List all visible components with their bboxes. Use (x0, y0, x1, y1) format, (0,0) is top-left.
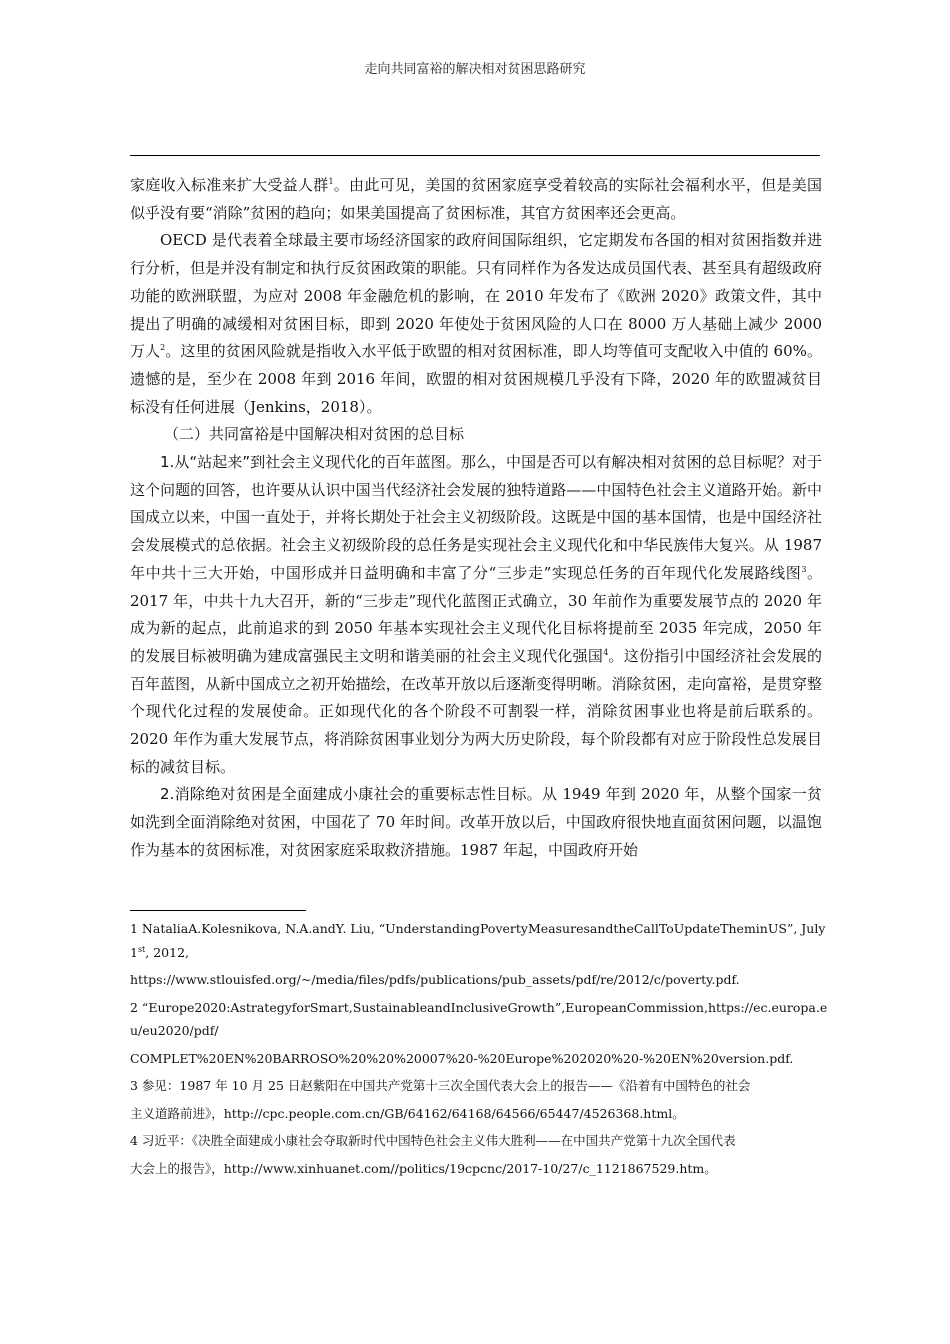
p4-text-a: 从 1949 年到 2020 年，从整个国家一贫如洗到全面消除绝对贫困，中国花了 70 年时间。改革开放以后，中国政府很快地直面贫困问题，以温饱作为基本的贫困标准，对贫困家庭采取救济措施。1987 年起，中国政府开始 (130, 785, 822, 859)
footnote-divider (130, 910, 306, 911)
p1-text-b: 。由此可见，美国的贫困家庭享受着较高的实际社会福利水平，但是美国似乎没有要“消除”贫困的趋向；如果美国提高了贫困标准，其官方贫困率还会更高。 (130, 176, 822, 222)
p2-text-b: 。这里的贫困风险就是指收入水平低于欧盟的相对贫困标准，即人均等值可支配收入中值的 60%。遗憾的是，至少在 2008 年到 2016 年间，欧盟的相对贫困规模几乎没有下降，2020 年的欧盟减贫目标没有任何进展（Jenkins，2018）。 (130, 342, 822, 416)
footnote-ref-3[interactable]: 3 (801, 564, 807, 574)
p3-text-c: 。这份指引中国经济社会发展的百年蓝图，从新中国成立之初开始描绘，在改革开放以后逐渐变得明晰。消除贫困，走向富裕，是贯穿整个现代化过程的发展使命。正如现代化的各个阶段不可割裂一样，消除贫困事业也将是前后联系的。2020 年作为重大发展节点，将消除贫困事业划分为两大历史阶段，每个阶段都有对应于阶段性总发展目标的减贫目标。 (130, 646, 822, 776)
footnote-1-url[interactable]: https://www.stlouisfed.org/~/media/files/pdfs/publications/pub_assets/pdf/re/2012/c/poverty.pdf. (130, 972, 740, 987)
footnote-ref-4[interactable]: 4 (603, 647, 609, 657)
footnote-4-line-2[interactable]: 大会上的报告》，http://www.xinhuanet.com//politics/19cpcnc/2017-10/27/c_1121867529.htm。 (130, 1160, 717, 1176)
footnote-2-line-1[interactable]: 2 “Europe2020:AstrategyforSmart,SustainableandInclusiveGrowth”,EuropeanCommission,https://ec.europa.eu/eu2020/pdf/ (130, 999, 828, 1038)
paragraph-4 (130, 781, 822, 864)
paragraph-2 (130, 227, 822, 421)
footnotes (130, 917, 830, 1180)
footnote-3-line-2[interactable]: 主义道路前进》，http://cpc.people.com.cn/GB/64162/64168/64566/65447/4526368.html。 (130, 1105, 685, 1121)
section-heading: （二）共同富裕是中国解决相对贫困的总目标 (164, 425, 465, 444)
p3-text-b: 。2017 年，中共十九大召开，新的“三步走”现代化蓝图正式确立，30 年前作为重要发展节点的 2020 年成为新的起点，此前追求的到 2050 年基本实现社会主义现代化目标将提前至 2035 年完成，2050 年的发展目标被明确为建成富强民主文明和谐美丽的社会主义现代化强国 (130, 563, 822, 665)
footnote-1-sup: st (137, 944, 146, 954)
p2-text-a: OECD 是代表着全球最主要市场经济国家的政府间国际组织，它定期发布各国的相对贫困指数并进行分析，但是并没有制定和执行反贫困政策的职能。只有同样作为各发达成员国代表、甚至具有超级政府功能的欧洲联盟，为应对 2008 年金融危机的影响，在 2010 年发布了《欧洲 2020》政策文件，其中提出了明确的减缓相对贫困目标，即到 2020 年使处于贫困风险的人口在 8000 万人基础上减少 2000 万人 (130, 231, 822, 361)
footnote-4-line-1: 4 习近平：《决胜全面建成小康社会夺取新时代中国特色社会主义伟大胜利——在中国共产党第十九次全国代表 (130, 1133, 736, 1148)
paragraph-1 (130, 172, 822, 227)
footnote-3-line-1: 3 参见：1987 年 10 月 25 日赵紫阳在中国共产党第十三次全国代表大会上的报告——《沿着有中国特色的社会 (130, 1078, 751, 1093)
paragraph-3 (130, 449, 822, 781)
p3-text-a: 那么，中国是否可以有解决相对贫困的总目标呢？对于这个问题的回答，也许要从认识中国当代经济社会发展的独特道路——中国特色社会主义道路开始。新中国成立以来，中国一直处于，并将长期处于社会主义初级阶段。这既是中国的基本国情，也是中国经济社会发展模式的总依据。社会主义初级阶段的总任务是实现社会主义现代化和中华民族伟大复兴。从 1987 年中共十三大开始，中国形成并日益明确和丰富了分“三步走”实现总任务的百年现代化发展路线图 (130, 453, 822, 582)
p3-bold-lead: 1.从“站起来”到社会主义现代化的百年蓝图。 (160, 453, 461, 472)
running-header: 走向共同富裕的解决相对贫困思路研究 (364, 62, 586, 77)
main-text (130, 172, 822, 865)
p1-text-a: 家庭收入标准来扩大受益人群 (130, 176, 329, 194)
footnote-1-text: 1 NataliaA.Kolesnikova, N.A.andY. Liu, “UnderstandingPovertyMeasuresandtheCallToUpdateTheminUS”, July1 (130, 921, 826, 960)
footnote-ref-2[interactable]: 2 (160, 343, 166, 353)
header-divider (130, 155, 820, 156)
footnote-1-text-end: , 2012, (145, 944, 190, 960)
p4-bold-lead: 2.消除绝对贫困是全面建成小康社会的重要标志性目标。 (160, 785, 542, 804)
footnote-1-line-1 (130, 917, 830, 964)
footnote-ref-1[interactable]: 1 (328, 177, 334, 186)
footnote-2-line-2[interactable]: COMPLET%20EN%20BARROSO%20%20%20007%20-%20Europe%202020%20-%20EN%20version.pdf. (130, 1050, 794, 1066)
